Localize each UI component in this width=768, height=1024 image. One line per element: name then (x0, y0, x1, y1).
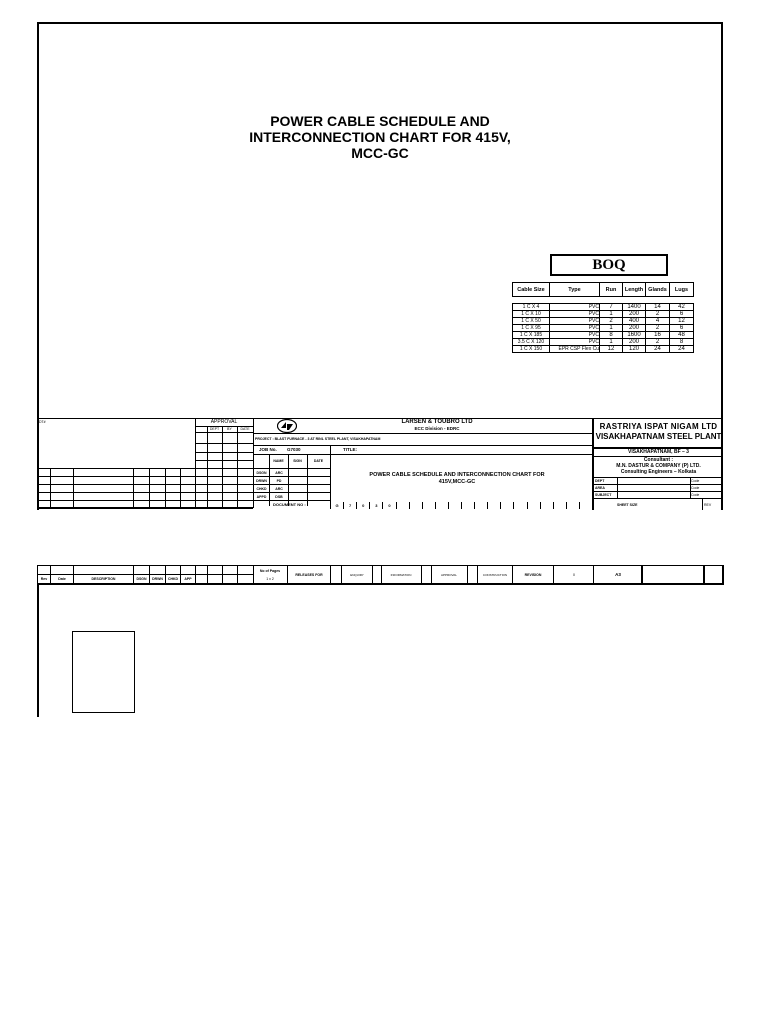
document-no-cells (330, 502, 592, 510)
dept-code-label: Code (691, 479, 700, 483)
document-title (150, 113, 610, 161)
document-no-cell (409, 502, 422, 509)
boq-cell-lugs: 48 (670, 332, 694, 339)
area-label: AREA (595, 486, 605, 490)
document-no-cell (461, 502, 474, 509)
lt-logo-icon (277, 419, 297, 433)
approval-col-date: DATE (240, 427, 250, 431)
boq-cell-glands: 2 (646, 339, 670, 346)
sign-name-chkd: ARC (275, 487, 283, 491)
document-no-cell: 7 (343, 502, 356, 509)
consultant-label: Consultant : (643, 457, 674, 463)
sign-name-drwn: PD (276, 479, 282, 483)
boq-row (513, 311, 694, 318)
boq-cell-length: 200 (623, 311, 646, 318)
boq-cell-size: 3.5 C X 120 (513, 339, 550, 346)
boq-cell-size: 1 C X 185 (513, 332, 550, 339)
boq-cell-lugs: 12 (670, 318, 694, 325)
document-no-cell: G (330, 502, 343, 509)
revision-block (37, 565, 723, 585)
rev-col-chkd: CHKD (167, 577, 179, 581)
boq-cell-run: 7 (600, 304, 623, 311)
boq-cell-length: 120 (623, 346, 646, 353)
rev-col-app: APP (184, 577, 192, 581)
boq-cell-lugs: 6 (670, 325, 694, 332)
rev-col-dsgn: DSGN (136, 577, 147, 581)
document-no-label: DOCUMENT NO : (273, 502, 306, 507)
drawing-title: POWER CABLE SCHEDULE AND INTERCONNECTION CHART FOR 415V,MCC-GC (369, 472, 545, 485)
title-line-2: INTERCONNECTION CHART FOR 415V, (249, 129, 511, 145)
boq-cell-glands: 2 (646, 325, 670, 332)
boq-col-cable-size: Cable Size (513, 283, 550, 297)
release-construction: CONSTRUCTION (482, 573, 508, 577)
client-name: RASTRIYA ISPAT NIGAM LTD (599, 422, 718, 431)
title-label: TITLE: (343, 447, 357, 452)
boq-col-glands: Glands (646, 283, 670, 297)
sign-role-dsgn: DSGN (256, 471, 267, 475)
no-of-pages-value: 1 x 2 (266, 577, 274, 581)
client-plant: VISAKHAPATNAM STEEL PLANT (595, 432, 722, 441)
sign-name-appd: DSB (275, 495, 283, 499)
document-no-cell (396, 502, 409, 509)
rev-col-date: Date (58, 577, 66, 581)
boq-cell-type: EPR CSP Flex Cu (550, 346, 600, 353)
boq-cell-size: 1 C X 4 (513, 304, 550, 311)
boq-cell-glands: 16 (646, 332, 670, 339)
boq-row (513, 339, 694, 346)
releases-for-label: RELEASES FOR (295, 573, 323, 577)
boq-cell-glands: 4 (646, 318, 670, 325)
sign-col-name: NAME (273, 459, 284, 463)
approval-label: APPROVAL (210, 419, 238, 425)
boq-cell-run: 12 (600, 346, 623, 353)
rev-ref-label: DT# (39, 420, 46, 424)
revision-value: 0 (573, 573, 575, 577)
boq-cell-length: 200 (623, 325, 646, 332)
boq-cell-lugs: 42 (670, 304, 694, 311)
lower-left-border (37, 585, 39, 717)
sheet-size-label: SHEET SIZE (617, 503, 638, 507)
boq-table (512, 303, 694, 353)
document-no-cell (527, 502, 540, 509)
document-no-cell (566, 502, 579, 509)
boq-cell-run: 1 (600, 325, 623, 332)
boq-cell-glands: 14 (646, 304, 670, 311)
boq-cell-glands: 2 (646, 311, 670, 318)
boq-cell-type: PVC (550, 339, 600, 346)
dept-label: DEPT (595, 479, 605, 483)
consultant-subtitle: Consulting Engineers – Kolkata (620, 469, 697, 475)
rev-label: REV (704, 503, 712, 507)
revision-label: REVISION (524, 573, 542, 577)
subject-label: SUBJECT (595, 493, 612, 497)
sign-col-sign: SIGN (293, 459, 302, 463)
document-no-cell (422, 502, 435, 509)
client-location: VISAKHAPATNAM, BF – 3 (628, 449, 689, 455)
area-code-label: Code (691, 486, 700, 490)
boq-col-lugs: Lugs (670, 283, 694, 297)
boq-cell-size: 1 C X 95 (513, 325, 550, 332)
rev-col-rev: Rev (40, 577, 48, 581)
boq-cell-length: 1600 (623, 332, 646, 339)
boq-cell-run: 2 (600, 318, 623, 325)
boq-row (513, 346, 694, 353)
boq-row (513, 318, 694, 325)
boq-cell-type: PVC (550, 311, 600, 318)
sign-role-drwn: DRWN (256, 479, 267, 483)
boq-cell-size: 1 C X 10 (513, 311, 550, 318)
document-no-cell (474, 502, 487, 509)
boq-cell-type: PVC (550, 332, 600, 339)
document-no-cell (540, 502, 553, 509)
no-of-pages-label: No of Pages (259, 569, 281, 573)
document-no-cell (579, 502, 592, 509)
job-number: G7030 (287, 447, 301, 452)
document-no-cell (553, 502, 566, 509)
boq-cell-size: 1 C X 150 (513, 346, 550, 353)
subject-code-label: Code (691, 493, 700, 497)
document-no-cell (500, 502, 513, 509)
company-name: LARSEN & TOUBRO LTD (401, 419, 473, 425)
boq-cell-run: 1 (600, 339, 623, 346)
job-label: JOB No. (259, 447, 277, 452)
release-approval: APPROVAL (441, 573, 457, 577)
document-no-cell: 0 (382, 502, 395, 509)
boq-header-table (512, 282, 694, 297)
approval-col-by: BY (227, 427, 232, 431)
boq-col-length: Length (623, 283, 646, 297)
approval-col-dept: DEPT (209, 427, 220, 431)
release-information: INFORMATION (390, 573, 412, 577)
boq-cell-length: 200 (623, 339, 646, 346)
blank-box (72, 631, 135, 713)
boq-cell-lugs: 24 (670, 346, 694, 353)
project-name: PROJECT : BLAST FURNACE - 3 AT RINL STEEL PLANT, VISAKHAPATNAM (255, 437, 381, 441)
boq-cell-run: 8 (600, 332, 623, 339)
division-name: ECC Division - EDRC (414, 426, 460, 431)
document-no-cell (435, 502, 448, 509)
title-line-1: POWER CABLE SCHEDULE AND (270, 113, 490, 129)
boq-cell-size: 1 C X 50 (513, 318, 550, 325)
rev-col-drwn: DRWN (152, 577, 163, 581)
boq-cell-type: PVC (550, 318, 600, 325)
document-no-cell: 0 (356, 502, 369, 509)
boq-heading: BOQ (550, 254, 668, 276)
boq-cell-lugs: 6 (670, 311, 694, 318)
sheet-size-value: A3 (615, 572, 621, 577)
title-block (37, 418, 723, 510)
sign-role-chkd: CHKD (256, 487, 267, 491)
boq-row (513, 304, 694, 311)
consultant-name: M.N. DASTUR & COMPANY (P) LTD. (616, 463, 701, 469)
boq-cell-type: PVC (550, 304, 600, 311)
document-no-cell (448, 502, 461, 509)
boq-row (513, 325, 694, 332)
boq-col-type: Type (550, 283, 600, 297)
boq-cell-length: 400 (623, 318, 646, 325)
boq-row (513, 332, 694, 339)
boq-cell-lugs: 8 (670, 339, 694, 346)
document-no-cell: 3 (369, 502, 382, 509)
rev-col-description: DESCRIPTION (91, 577, 116, 581)
boq-cell-glands: 24 (646, 346, 670, 353)
boq-cell-length: 1400 (623, 304, 646, 311)
boq-cell-run: 1 (600, 311, 623, 318)
document-no-cell (487, 502, 500, 509)
boq-cell-type: PVC (550, 325, 600, 332)
boq-col-run: Run (600, 283, 623, 297)
title-line-3: MCC-GC (351, 145, 409, 161)
release-enquiry: ENQUIRY (350, 573, 364, 577)
sign-role-appd: APPD (256, 495, 267, 499)
document-no-cell (513, 502, 526, 509)
sign-name-dsgn: ARC (275, 471, 283, 475)
sign-col-date: DATE (313, 459, 324, 463)
